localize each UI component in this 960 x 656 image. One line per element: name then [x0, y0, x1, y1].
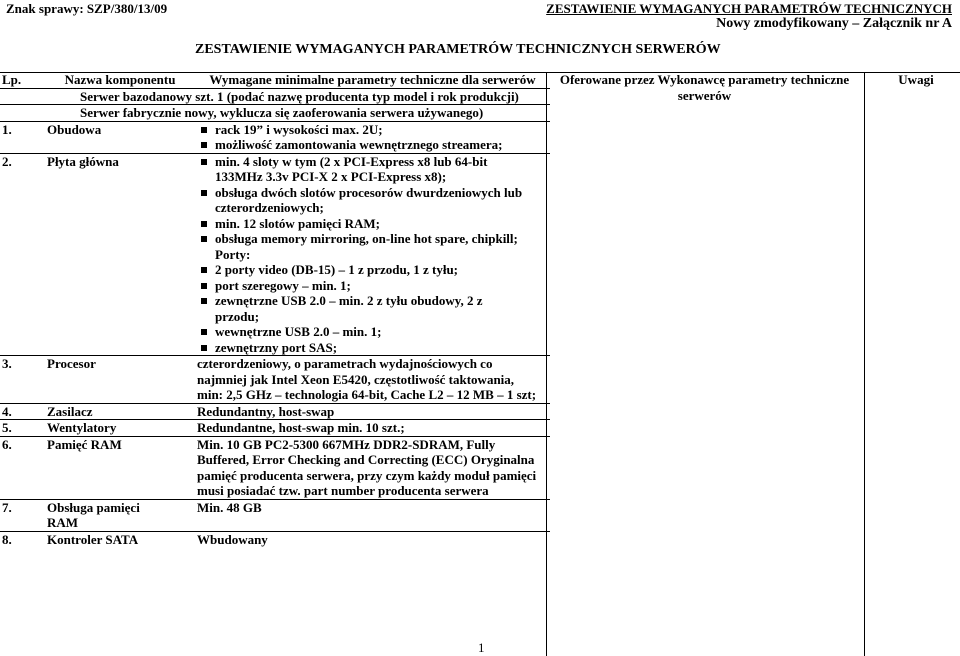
page-number: 1 — [478, 640, 485, 655]
list-item: możliwość zamontowania wewnętrznego streamera; — [195, 137, 550, 153]
table-header-row — [0, 72, 550, 88]
row-lp: 7. — [0, 499, 45, 531]
row-lp: 1. — [0, 121, 45, 153]
col-required: Wymagane minimalne parametry techniczne dla serwerów — [209, 72, 536, 87]
list-item: zewnętrzny port SAS; — [195, 340, 525, 356]
attachment-label: Nowy zmodyfikowany – Załącznik nr A — [716, 16, 952, 31]
doc-title-top: ZESTAWIENIE WYMAGANYCH PARAMETRÓW TECHNICZNYCH — [546, 1, 952, 16]
table-row — [0, 499, 550, 531]
list-item: min. 12 slotów pamięci RAM; — [195, 216, 525, 232]
list-item: zewnętrzne USB 2.0 – min. 2 z tyłu obudowy, 2 z przodu; — [195, 293, 525, 324]
list-item: obsługa memory mirroring, on-line hot spare, chipkill; — [195, 231, 525, 247]
col-component: Nazwa komponentu — [64, 72, 176, 87]
row-name: Płyta główna — [45, 153, 193, 356]
row-requirements: Min. 48 GB — [193, 499, 550, 531]
table-row — [0, 531, 550, 547]
col-lp: Lp. — [2, 72, 22, 87]
row-lp: 6. — [0, 436, 45, 499]
row-requirements: Redundantny, host-swap — [193, 403, 550, 420]
table-row — [0, 356, 550, 404]
table-row — [0, 420, 550, 437]
offered-header: Oferowane przez Wykonawcę parametry techniczne serwerów — [559, 72, 850, 103]
list-item: port szeregowy – min. 1; — [195, 278, 525, 294]
row-requirements — [193, 121, 550, 153]
list-item: obsługa dwóch slotów procesorów dwurdzeniowych lub czterordzeniowych; — [195, 185, 525, 216]
intro-row — [0, 88, 550, 121]
table-row — [0, 403, 550, 420]
list-item: min. 4 sloty w tym (2 x PCI-Express x8 lub 64-bit 133MHz 3.3v PCI-X 2 x PCI-Express x8); — [195, 154, 525, 185]
row-requirements — [193, 153, 550, 356]
row-lp: 3. — [0, 356, 45, 404]
row-lp: 2. — [0, 153, 45, 356]
case-number: Znak sprawy: SZP/380/13/09 — [6, 1, 168, 16]
row-requirements: Min. 10 GB PC2-5300 667MHz DDR2-SDRAM, Fully Buffered, Error Checking and Correcting (ECC) Oryginalna pamięć producenta serwera, przy czym każdy moduł pamięci musi posiadać tzw. part number producenta serwera — [193, 436, 550, 499]
list-item: 2 porty video (DB-15) – 1 z przodu, 1 z tyłu; — [195, 262, 525, 278]
row-name: Zasilacz — [45, 403, 193, 420]
row-requirements: Wbudowany — [193, 531, 550, 547]
notes-header: Uwagi — [898, 72, 934, 87]
list-item: wewnętrzne USB 2.0 – min. 1; — [195, 324, 525, 340]
main-title: ZESTAWIENIE WYMAGANYCH PARAMETRÓW TECHNICZNYCH SERWERÓW — [195, 42, 721, 57]
row-requirements: czterordzeniowy, o parametrach wydajnościowych co najmniej jak Intel Xeon E5420, częstotliwość taktowania, min: 2,5 GHz – technologia 64-bit, Cache L2 – 12 MB – 1 szt; — [193, 356, 550, 404]
row-name: Obudowa — [45, 121, 193, 153]
row-lp: 4. — [0, 403, 45, 420]
ports-label: Porty: — [215, 246, 251, 262]
row-name: Pamięć RAM — [45, 436, 193, 499]
row-name: Kontroler SATA — [45, 531, 193, 547]
table-row — [0, 436, 550, 499]
row-name: Procesor — [45, 356, 193, 404]
row-requirements: Redundantne, host-swap min. 10 szt.; — [193, 420, 550, 437]
table-row — [0, 121, 550, 153]
list-item: rack 19” i wysokości max. 2U; — [195, 122, 550, 138]
row-name: Obsługa pamięci RAM — [45, 499, 193, 531]
row-lp: 8. — [0, 531, 45, 547]
divider-notes — [864, 72, 865, 656]
row-name: Wentylatory — [45, 420, 193, 437]
row-lp: 5. — [0, 420, 45, 437]
table-row — [0, 153, 550, 356]
requirements-table — [0, 72, 550, 547]
intro-text: Serwer bazodanowy szt. 1 (podać nazwę producenta typ model i rok produkcji) Serwer fabrycznie nowy, wyklucza się zaoferowania serwera używanego) — [0, 88, 550, 121]
